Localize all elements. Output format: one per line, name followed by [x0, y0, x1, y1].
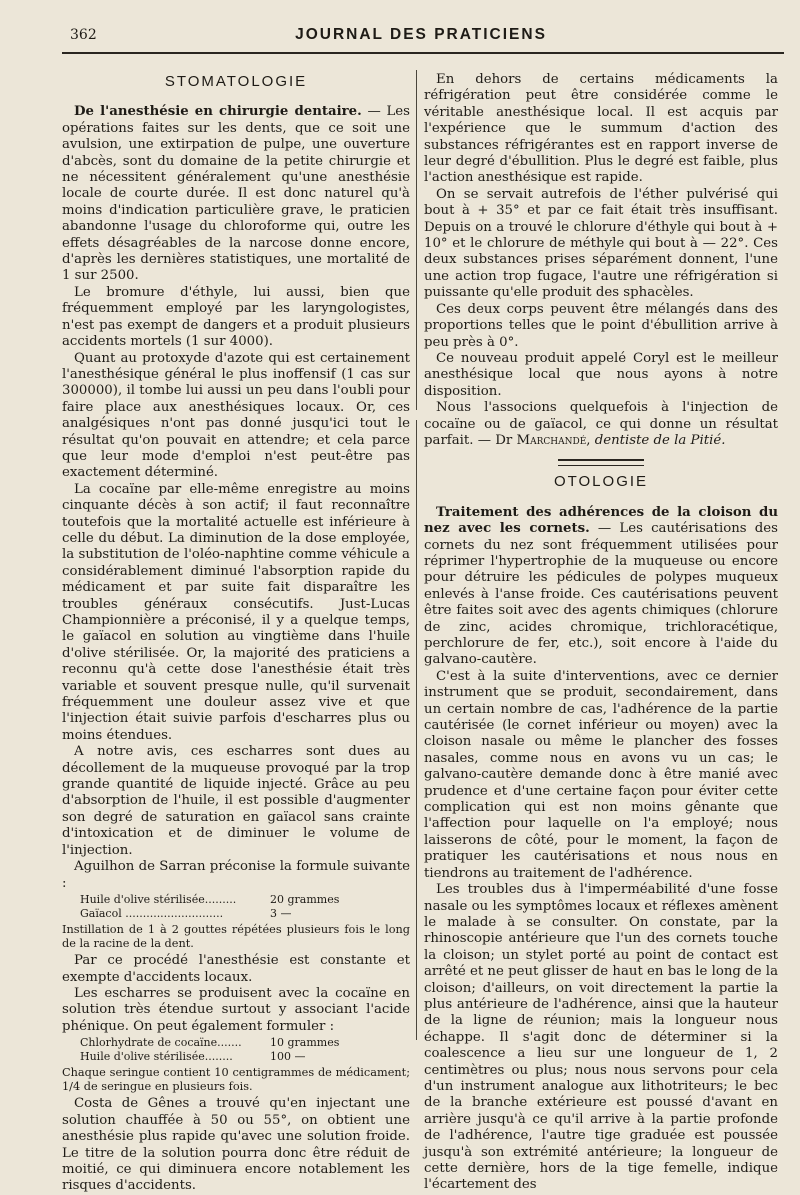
paragraph: On se servait autrefois de l'éther pulvérisé qui bout à + 35° et par ce fait était très insuffisant. Depuis on a trouvé le chlorure d'éthyle qui bout à + 10° et le chlorure de méthyle qui bout à — 22°. Ces deux substances prises séparément donnent, l'une une action trop fugace, l'autre une réfrigération si puissante qu'elle produit des sphacèles.: [424, 186, 778, 301]
paragraph: [424, 505, 778, 669]
column-divider: [416, 70, 417, 410]
article-title: De l'anesthésie en chirurgie dentaire.: [74, 104, 362, 120]
formula-row: [80, 893, 410, 907]
paragraph-text: — Les opérations faites sur les dents, que ce soit une avulsion, une extirpation de pulpe, une ouverture d'abcès, sont du domaine de la petite chirurgie et ne nécessitent généralement qu'une anesthésie locale de courte durée. Il est donc naturel qu'à moins d'indication particulière grave, le praticien abandonne l'usage du chloroforme qui, outre les effets désagréables de la narcose donne encore, d'après les dernières statistiques, une mortalité de 1 sur 2500.: [62, 104, 410, 284]
formula-ingredient: Chlorhydrate de cocaïne.......: [80, 1036, 242, 1050]
formula-row: [80, 907, 410, 921]
paragraph: Les troubles dus à l'imperméabilité d'une fosse nasale ou les symptômes locaux et réflexes amènent le malade à se consulter. On constate, par la rhinoscopie antérieure que l'un des cornets touche la cloison; un stylet porté au point de contact est arrêté et ne peut glisser de haut en bas le long de la cloison; d'ailleurs, on voit directement la partie la plus antérieure de l'adhérence, ainsi que la hauteur de la ligne de réunion; mais la longueur nous échappe. Il s'agit donc de déterminer si la coalescence a lieu sur une longueur de 1, 2 centimètres ou plus; nous nous servons pour cela d'un instrument analogue aux lithotriteurs; le bec de la branche extérieure est poussé d'avant en arrière jusqu'à ce qu'il arrive à la partie profonde de l'adhérence, l'autre tige graduée est poussée jusqu'à son extrémité antérieure; la longueur de cette dernière, hors de la tige femelle, indique l'écartement des: [424, 882, 778, 1193]
paragraph: Le bromure d'éthyle, lui aussi, bien que fréquemment employé par les laryngologistes, n'est pas exempt de dangers et a produit plusieurs accidents mortels (1 sur 4000).: [62, 284, 410, 350]
paragraph: Par ce procédé l'anesthésie est constante et exempte d'accidents locaux.: [62, 953, 410, 985]
paragraph: Costa de Gênes a trouvé qu'en injectant une solution chauffée à 50 ou 55°, on obtient une anesthésie plus rapide qu'avec une solution froide. Le titre de la solution pourra donc être réduit de moitié, ce qui diminuera encore notablement les risques d'accidents.: [62, 1096, 410, 1194]
formula-row: [80, 1050, 410, 1064]
paragraph: [62, 104, 410, 284]
paragraph: [424, 400, 778, 449]
formula-note: Instillation de 1 à 2 gouttes répétées plusieurs fois le long de la racine de la dent.: [62, 922, 410, 950]
paragraph: C'est à la suite d'interventions, avec ce dernier instrument que se produit, secondairement, dans un certain nombre de cas, l'adhérence de la partie cautérisée (le cornet inférieur ou moyen) avec la cloison nasale ou même le plancher des fosses nasales, comme nous en avons vu un cas; le galvano-cautère demande donc à être manié avec prudence et d'une certaine façon pour éviter cette complication qui est non moins gênante que l'affection pour laquelle on l'a employé; nous laisserons de côté, pour le moment, la façon de pratiquer les cautérisations et nous nous en tiendrons au traitement de l'adhérence.: [424, 668, 778, 881]
formula-quantity: 100 —: [270, 1050, 306, 1064]
formula-quantity: 20 grammes: [270, 892, 340, 906]
header-rule: [62, 52, 784, 54]
page-header: [60, 25, 782, 47]
page-number: 362: [70, 27, 97, 43]
paragraph: La cocaïne par elle-même enregistre au moins cinquante décès à son actif; il faut reconnaître toutefois que la mortalité actuelle est inférieure à celle du début. La diminution de la dose employée, la substitution de l'oléo-naphtine comme véhicule a considérablement diminué l'absorption rapide du médicament et par suite fait disparaître les troubles généraux consécutifs. Just-Lucas Championnière a préconisé, il y a quelque temps, le gaïacol en solution au vingtième dans l'huile d'olive stérilisée. Or, la majorité des praticiens a reconnu qu'à cette dose l'anesthésie était très variable et souvent presque nulle, qu'il survenait fréquemment une douleur assez vive et que l'injection était suivie parfois d'escharres plus ou moins étendues.: [62, 481, 410, 743]
formula-ingredient: Huile d'olive stérilisée.........: [80, 892, 237, 906]
formula-ingredient: Huile d'olive stérilisée........: [80, 1050, 233, 1064]
paragraph: Les escharres se produisent avec la cocaïne en solution très étendue surtout y associant l'acide phénique. On peut également formuler :: [62, 985, 410, 1034]
formula: [80, 893, 410, 921]
formula-note: Chaque seringue contient 10 centigrammes de médicament; 1/4 de seringue en plusieurs fois.: [62, 1066, 410, 1093]
formula-ingredient: Gaïacol ............................: [80, 906, 224, 920]
article-title: Traitement des adhérences de la cloison du nez avec les cornets.: [424, 504, 778, 537]
paragraph: En dehors de certains médicaments la réfrigération peut être considérée comme le véritable anesthésique local. Il est acquis par l'expérience que le summum d'action des substances réfrigérantes est en rapport inverse de leur degré d'ébullition. Plus le degré est faible, plus l'action anesthésique est rapide.: [424, 72, 778, 186]
formula: [80, 1036, 410, 1064]
signature-name: Marchandé,: [516, 432, 591, 448]
paragraph: Ce nouveau produit appelé Coryl est le meilleur anesthésique local que nous ayons à notre disposition.: [424, 350, 778, 399]
right-column: [424, 72, 778, 1194]
paragraph: Quant au protoxyde d'azote qui est certainement l'anesthésique général le plus inoffensif (1 cas sur 300000), il tombe lui aussi un peu dans l'oubli pour faire place aux anesthésiques locaux. Or, ces analgésiques n'ont pas donné jusqu'ici tout le résultat qu'on pouvait en attendre; et cela parce que leur mode d'emploi n'est peut-être pas exactement déterminé.: [62, 350, 410, 481]
section-title-otologie: OTOLOGIE: [553, 473, 649, 491]
paragraph-text: Nous l'associons quelquefois à l'injection de cocaïne ou de gaïacol, ce qui donne un résultat parfait. —: [424, 400, 778, 448]
column-divider: [416, 420, 417, 1040]
left-column: [62, 68, 410, 1195]
paragraph: Ces deux corps peuvent être mélangés dans des proportions telles que le point d'ébullition arrive à peu près à 0°.: [424, 301, 778, 350]
formula-quantity: 10 grammes: [270, 1036, 340, 1050]
paragraph: A notre avis, ces escharres sont dues au décollement de la muqueuse provoqué par la trop grande quantité de liquide injecté. Grâce au peu d'absorption de l'huile, il est possible d'augmenter son degré de saturation en gaïacol sans crainte d'intoxication et de diminuer le volume de l'injection.: [62, 744, 410, 858]
signature-role: dentiste de la Pitié.: [590, 432, 726, 448]
formula-row: [80, 1036, 410, 1050]
paragraph-text: — Les cautérisations des cornets du nez sont fréquemment utilisées pour réprimer l'hypertrophie de la muqueuse ou encore pour détruire les pédicules de polypes muqueux enlevés à l'anse froide. Ces cautérisations peuvent être faites soit avec des agents chimiques (chlorure de zinc, acides chromique, trichloracétique, perchlorure de fer, etc.), soit encore à l'aide du galvano-cautère.: [424, 521, 778, 668]
formula-quantity: 3 —: [270, 906, 292, 920]
section-title-stomatologie: STOMATOLOGIE: [164, 73, 308, 90]
section-separator: [558, 459, 644, 466]
signature-prefix: Dr: [495, 432, 517, 448]
journal-title: JOURNAL DES PRATICIENS: [295, 26, 547, 43]
paragraph: Aguilhon de Sarran préconise la formule suivante :: [62, 859, 410, 891]
